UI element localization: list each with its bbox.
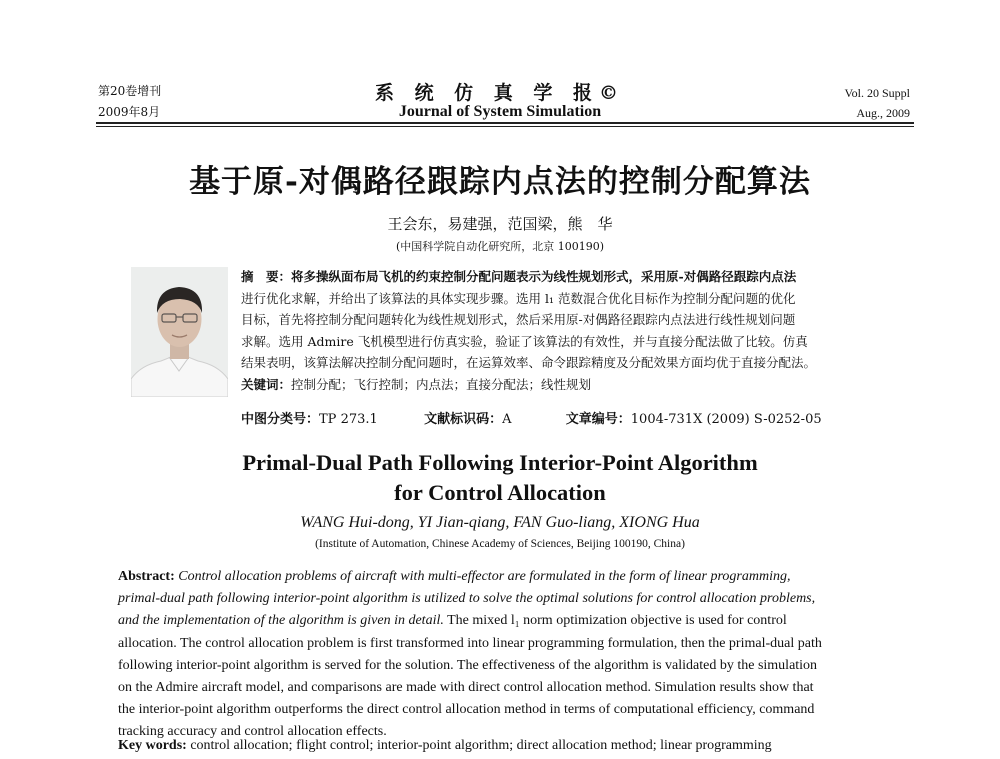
abstract-cn-line (241, 266, 921, 288)
header-rule-thick (96, 122, 914, 124)
doc-code-label: 文献标识码： (424, 412, 503, 427)
article-no-label: 文章编号： (565, 412, 631, 427)
abstract-en-text: Control allocation problems of aircraft with multi-effector are formulated in the form of linear programming, (178, 569, 791, 584)
abstract-cn (241, 266, 921, 395)
abstract-en-line (118, 610, 908, 632)
keywords-en-label: Key words: (118, 738, 187, 753)
abstract-cn-label: 摘 要： (241, 269, 292, 284)
clc-value: TP 273.1 (319, 412, 378, 427)
affiliation-en: (Institute of Automation, Chinese Academy of Sciences, Beijing 100190, China) (315, 538, 685, 550)
abstract-en-line: primal-dual path following interior-point algorithm is utilized to solve the optimal solutions for control allocation problems, (118, 591, 816, 607)
authors-cn: 王会东，易建强，范国梁，熊 华 (387, 215, 613, 233)
doc-code-value: A (502, 412, 512, 427)
abstract-cn-line: 结果表明，该算法解决控制分配问题时，在运算效率、命令跟踪精度及分配效果方面均优于直接分配法。 (241, 355, 817, 370)
authors-en: WANG Hui-dong, YI Jian-qiang, FAN Guo-liang, XIONG Hua (300, 514, 700, 531)
date-en: Aug., 2009 (856, 106, 910, 120)
clc-label: 中图分类号： (241, 412, 320, 427)
affiliation-cn: (中国科学院自动化研究所，北京 100190) (395, 240, 605, 253)
abstract-cn-line: 进行优化求解，并给出了该算法的具体实现步骤。选用 l₁ 范数混合优化目标作为控制分配问题的优化 (241, 290, 796, 306)
abstract-en (118, 566, 908, 744)
abstract-en-line: allocation. The control allocation problem is first transformed into linear programming formulation, then the primal-dual path (118, 635, 822, 651)
paper-title-cn: 基于原-对偶路径跟踪内点法的控制分配算法 (189, 164, 811, 200)
abstract-en-label: Abstract: (118, 569, 175, 584)
abstract-en-line (118, 566, 908, 588)
author-portrait-image (131, 267, 228, 397)
abstract-cn-line: 目标，首先将控制分配问题转化为线性规划形式，然后采用原-对偶路径跟踪内点法进行线性规划问题 (241, 312, 796, 327)
date-cn: 2009年8月 (98, 105, 161, 119)
abstract-en-text: The mixed l₁ norm optimization objective is used for control (447, 613, 787, 629)
abstract-en-line: tracking accuracy and control allocation effects. (118, 724, 387, 740)
author-photo (131, 267, 228, 397)
abstract-en-line: following interior-point algorithm is served for the solution. The effectiveness of the algorithm is validated by the simulation (118, 657, 818, 673)
journal-title-cn: 系 统 仿 真 学 报© (374, 82, 626, 104)
abstract-en-line: the interior-point algorithm outperforms the direct control allocation method in terms of computational efficiency, command (118, 702, 815, 718)
volume-cn: 第20卷增刊 (98, 84, 162, 98)
abstract-en-line: on the Admire aircraft model, and comparisons are made with direct control allocation method. Simulation results show that (118, 680, 814, 696)
abstract-en-text: and the implementation of the algorithm is given in detail. (118, 613, 444, 629)
keywords-cn (241, 374, 921, 396)
abstract-cn-text: 将多操纵面布局飞机的约束控制分配问题表示为线性规划形式，采用原-对偶路径跟踪内点法 (291, 269, 797, 284)
keywords-cn-label: 关键词： (241, 376, 292, 392)
keywords-cn-text: 控制分配；飞行控制；内点法；直接分配法；线性规划 (291, 376, 592, 392)
article-no-value: 1004-731X (2009) S-0252-05 (630, 412, 822, 427)
keywords-en (118, 738, 772, 754)
keywords-en-text: control allocation; flight control; interior-point algorithm; direct allocation method; linear programming (190, 738, 772, 753)
journal-title-en: Journal of System Simulation (398, 103, 602, 120)
paper-title-en-line1: Primal-Dual Path Following Interior-Point Algorithm (242, 450, 758, 475)
classification-line (241, 408, 822, 427)
header-rule-thin (96, 126, 914, 127)
abstract-cn-line: 求解。选用 Admire 飞机模型进行仿真实验，验证了该算法的有效性，并与直接分配法做了比较。仿真 (241, 333, 808, 349)
volume-en: Vol. 20 Suppl (844, 86, 910, 100)
paper-title-en-line2: for Control Allocation (394, 480, 606, 505)
